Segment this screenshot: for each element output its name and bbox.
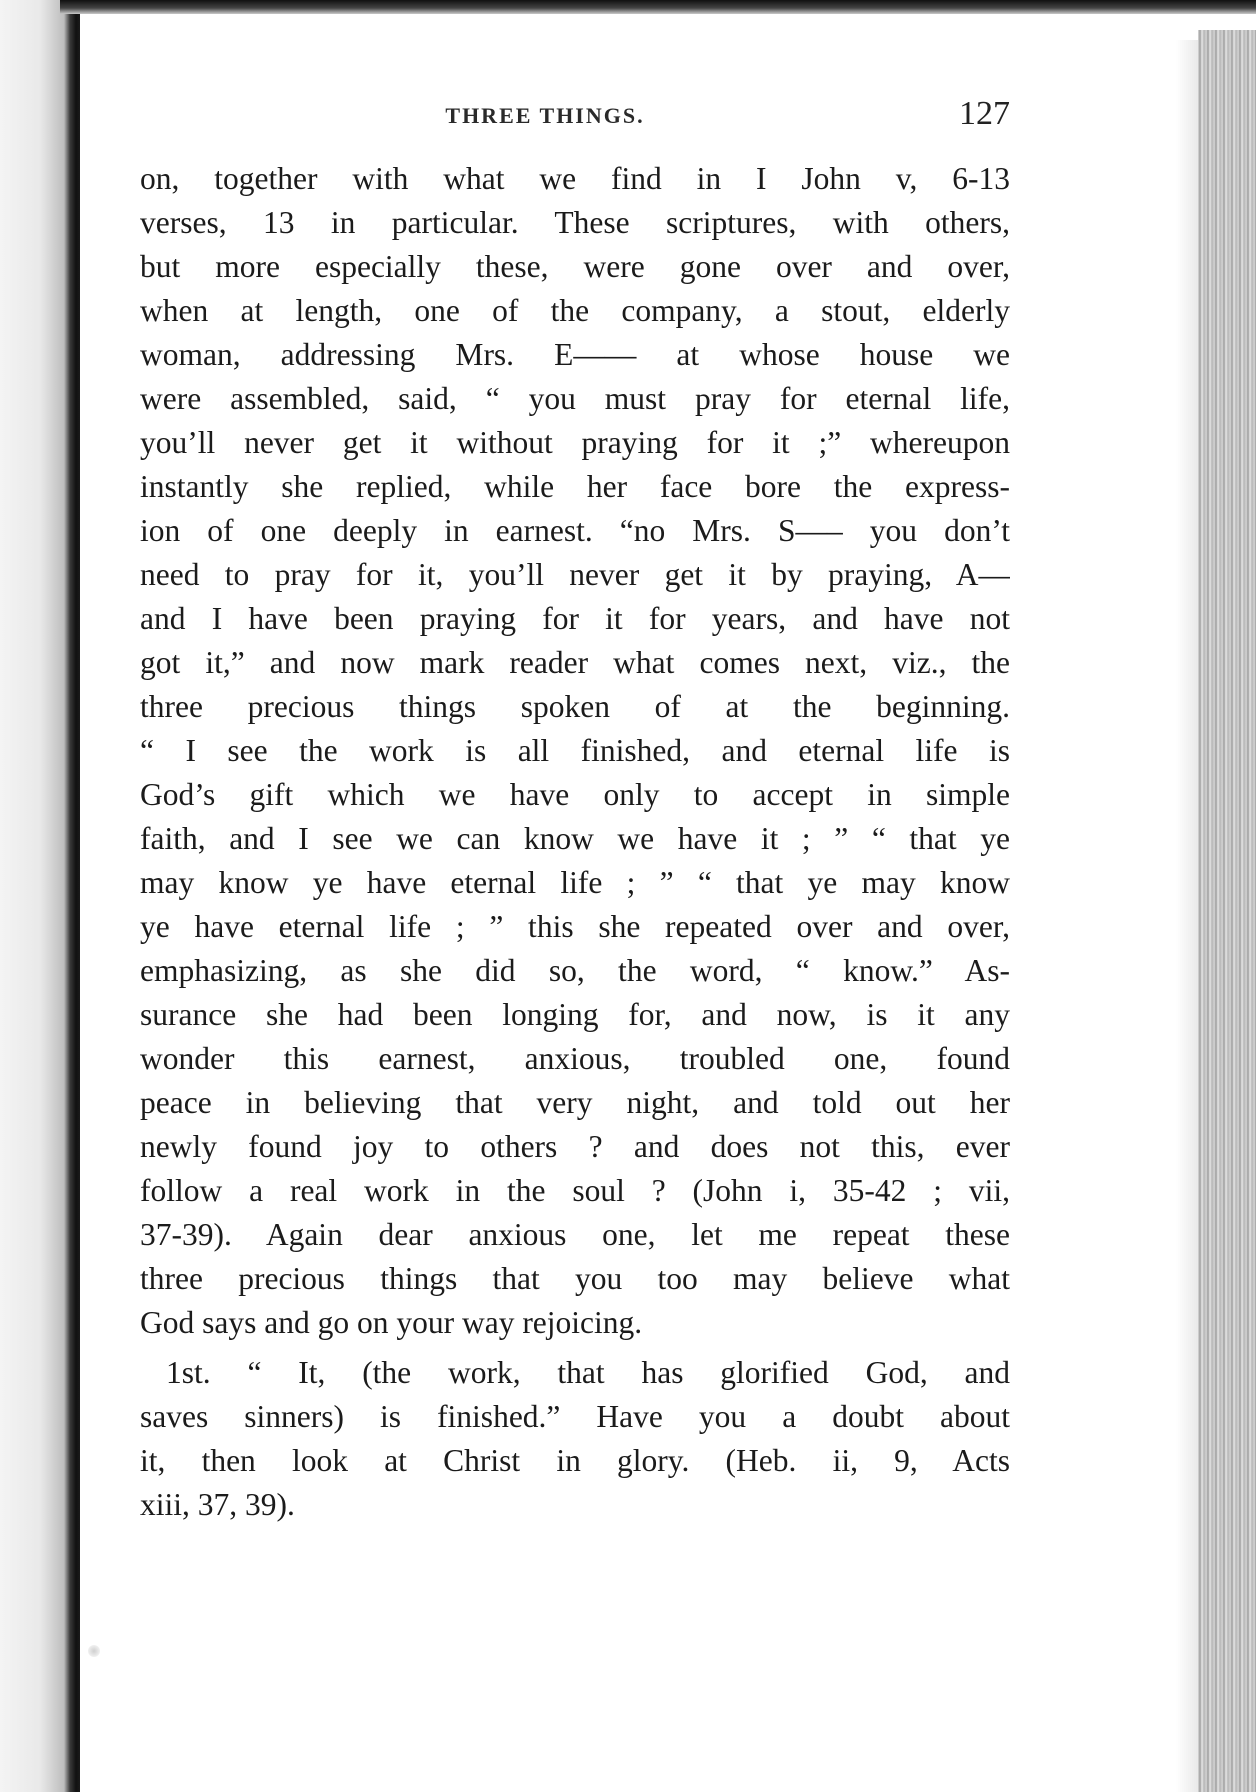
- text-line: three precious things spoken of at the beginning.: [140, 689, 1010, 724]
- text-line: but more especially these, were gone over and over,: [140, 249, 1010, 284]
- text-line: woman, addressing Mrs. E—— at whose house we: [140, 337, 1010, 372]
- text-line: and I have been praying for it for years, and have not: [140, 601, 1010, 636]
- text-line: peace in believing that very night, and told out her: [140, 1085, 1010, 1120]
- text-line: saves sinners) is finished.” Have you a doubt about: [140, 1399, 1010, 1434]
- text-line: surance she had been longing for, and now, is it any: [140, 997, 1010, 1032]
- text-line: on, together with what we find in I John v, 6-13: [140, 161, 1010, 196]
- text-line: instantly she replied, while her face bore the express-: [140, 469, 1010, 504]
- text-line: 1st. “ It, (the work, that has glorified God, and: [166, 1355, 1010, 1390]
- text-line: verses, 13 in particular. These scriptures, with others,: [140, 205, 1010, 240]
- text-line: three precious things that you too may believe what: [140, 1261, 1010, 1296]
- text-line: “ I see the work is all finished, and eternal life is: [140, 733, 1010, 768]
- running-head: [140, 95, 1010, 145]
- text-line: may know ye have eternal life ; ” “ that ye may know: [140, 865, 1010, 900]
- text-line: wonder this earnest, anxious, troubled one, found: [140, 1041, 1010, 1076]
- text-line: emphasizing, as she did so, the word, “ know.” As-: [140, 953, 1010, 988]
- binding-edge: [0, 0, 80, 1792]
- text-line: God’s gift which we have only to accept in simple: [140, 777, 1010, 812]
- text-line: need to pray for it, you’ll never get it by praying, A—: [140, 557, 1010, 592]
- text-line: it, then look at Christ in glory. (Heb. ii, 9, Acts: [140, 1443, 1010, 1478]
- text-line: 37-39). Again dear anxious one, let me repeat these: [140, 1217, 1010, 1252]
- text-line: were assembled, said, “ you must pray for eternal life,: [140, 381, 1010, 416]
- body-text: [140, 157, 1010, 1527]
- top-edge: [60, 0, 1256, 14]
- paper-mark: [88, 1645, 100, 1657]
- text-line: ye have eternal life ; ” this she repeated over and over,: [140, 909, 1010, 944]
- text-line: xiii, 37, 39).: [140, 1487, 295, 1522]
- text-line: newly found joy to others ? and does not this, ever: [140, 1129, 1010, 1164]
- text-line: ion of one deeply in earnest. “no Mrs. S—– you don’t: [140, 513, 1010, 548]
- page-number: 127: [959, 95, 1010, 132]
- text-line: got it,” and now mark reader what comes next, viz., the: [140, 645, 1010, 680]
- text-line: follow a real work in the soul ? (John i, 35-42 ; vii,: [140, 1173, 1010, 1208]
- text-line: faith, and I see we can know we have it ; ” “ that ye: [140, 821, 1010, 856]
- page-stack-edge: [1198, 30, 1256, 1792]
- page-shadow: [1176, 40, 1198, 1792]
- running-title: THREE THINGS.: [445, 103, 645, 128]
- book-page: [140, 95, 1010, 1527]
- text-line: God says and go on your way rejoicing.: [140, 1305, 643, 1340]
- text-line: when at length, one of the company, a stout, elderly: [140, 293, 1010, 328]
- text-line: you’ll never get it without praying for it ;” whereupon: [140, 425, 1010, 460]
